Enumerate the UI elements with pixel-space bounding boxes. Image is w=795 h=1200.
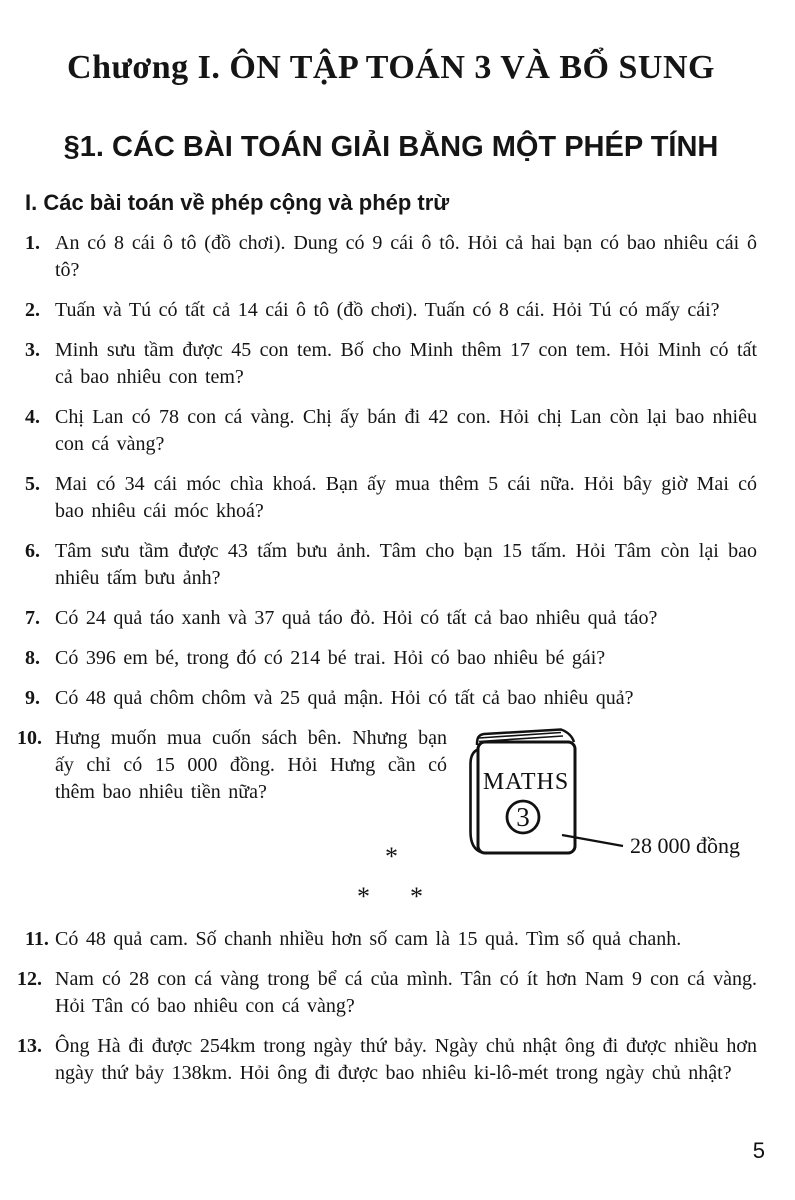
- price-label: 28 000 đồng: [630, 833, 740, 858]
- problem-number: 3.: [25, 339, 40, 361]
- problem-text: Ông Hà đi được 254km trong ngày thứ bảy. Ngày chủ nhật ông đi được nhiều hơn ngày thứ bảy 138km. Hỏi ông đi được bao nhiêu ki-lô-mét trong ngày chủ nhật?: [55, 1035, 757, 1084]
- book-figure: [465, 725, 757, 860]
- problem-number: 5.: [25, 473, 40, 495]
- section-separator: [25, 842, 757, 911]
- problem-number: 7.: [25, 607, 40, 629]
- section-title: §1. CÁC BÀI TOÁN GIẢI BẰNG MỘT PHÉP TÍNH: [63, 131, 719, 163]
- problem-10-row: [17, 725, 757, 860]
- problem-number: 12.: [17, 968, 42, 990]
- book-illustration: [465, 725, 757, 860]
- problem-item-4: [25, 404, 757, 458]
- problem-text: Có 396 em bé, trong đó có 214 bé trai. Hỏi có bao nhiêu bé gái?: [55, 647, 606, 669]
- problem-item-5: [25, 471, 757, 525]
- problem-text: Có 48 quả chôm chôm và 25 quả mận. Hỏi có tất cả bao nhiêu quả?: [55, 687, 634, 709]
- problem-number: 2.: [25, 299, 40, 321]
- problem-item-10: [17, 725, 447, 806]
- separator-star: *: [410, 882, 423, 911]
- problem-number: 6.: [25, 540, 40, 562]
- problem-text: Nam có 28 con cá vàng trong bể cá của mình. Tân có ít hơn Nam 9 con cá vàng. Hỏi Tân có bao nhiêu con cá vàng?: [55, 968, 757, 1017]
- problem-text: Mai có 34 cái móc chìa khoá. Bạn ấy mua thêm 5 cái nữa. Hỏi bây giờ Mai có bao nhiêu cái móc khoá?: [55, 473, 757, 522]
- problem-number: 4.: [25, 406, 40, 428]
- problem-item-2: [25, 297, 757, 324]
- problem-text: Minh sưu tầm được 45 con tem. Bố cho Minh thêm 17 con tem. Hỏi Minh có tất cả bao nhiêu con tem?: [55, 339, 757, 388]
- subsection-title: I. Các bài toán về phép cộng và phép trừ: [25, 190, 450, 215]
- book-title: MATHS: [482, 769, 570, 795]
- problem-item-3: [25, 337, 757, 391]
- book-number: 3: [516, 802, 530, 832]
- chapter-title: Chương I. ÔN TẬP TOÁN 3 VÀ BỔ SUNG: [67, 49, 715, 86]
- problem-text: Chị Lan có 78 con cá vàng. Chị ấy bán đi 42 con. Hỏi chị Lan còn lại bao nhiêu con cá vàng?: [55, 406, 757, 455]
- problem-item-1: [25, 230, 757, 284]
- problem-number: 13.: [17, 1035, 42, 1057]
- problem-text: Tâm sưu tầm được 43 tấm bưu ảnh. Tâm cho bạn 15 tấm. Hỏi Tâm còn lại bao nhiêu tấm bưu ảnh?: [55, 540, 757, 589]
- problem-text: Có 24 quả táo xanh và 37 quả táo đỏ. Hỏi có tất cả bao nhiêu quả táo?: [55, 607, 658, 629]
- problem-number: 11.: [25, 928, 49, 950]
- problem-item-7: [25, 605, 757, 632]
- problem-item-12: [17, 966, 757, 1020]
- separator-star: *: [385, 842, 398, 871]
- problem-item-9: [25, 685, 757, 712]
- problem-number: 8.: [25, 647, 40, 669]
- problem-item-13: [17, 1033, 757, 1087]
- problem-text: Tuấn và Tú có tất cả 14 cái ô tô (đồ chơi). Tuấn có 8 cái. Hỏi Tú có mấy cái?: [55, 299, 720, 321]
- problem-number: 9.: [25, 687, 40, 709]
- problem-item-8: [25, 645, 757, 672]
- book-cover: [478, 742, 575, 853]
- separator-star: *: [357, 882, 370, 911]
- problem-number: 1.: [25, 232, 40, 254]
- problem-item-6: [25, 538, 757, 592]
- problem-text: Có 48 quả cam. Số chanh nhiều hơn số cam là 15 quả. Tìm số quả chanh.: [55, 928, 682, 950]
- problem-item-11: [25, 926, 757, 953]
- page-number: 5: [752, 1138, 765, 1163]
- problem-text: Hưng muốn mua cuốn sách bên. Nhưng bạn ấy chỉ có 15 000 đồng. Hỏi Hưng cần có thêm bao nhiêu tiền nữa?: [55, 727, 447, 803]
- problem-number: 10.: [17, 727, 42, 749]
- problem-text: An có 8 cái ô tô (đồ chơi). Dung có 9 cái ô tô. Hỏi cả hai bạn có bao nhiêu cái ô tô?: [55, 232, 757, 281]
